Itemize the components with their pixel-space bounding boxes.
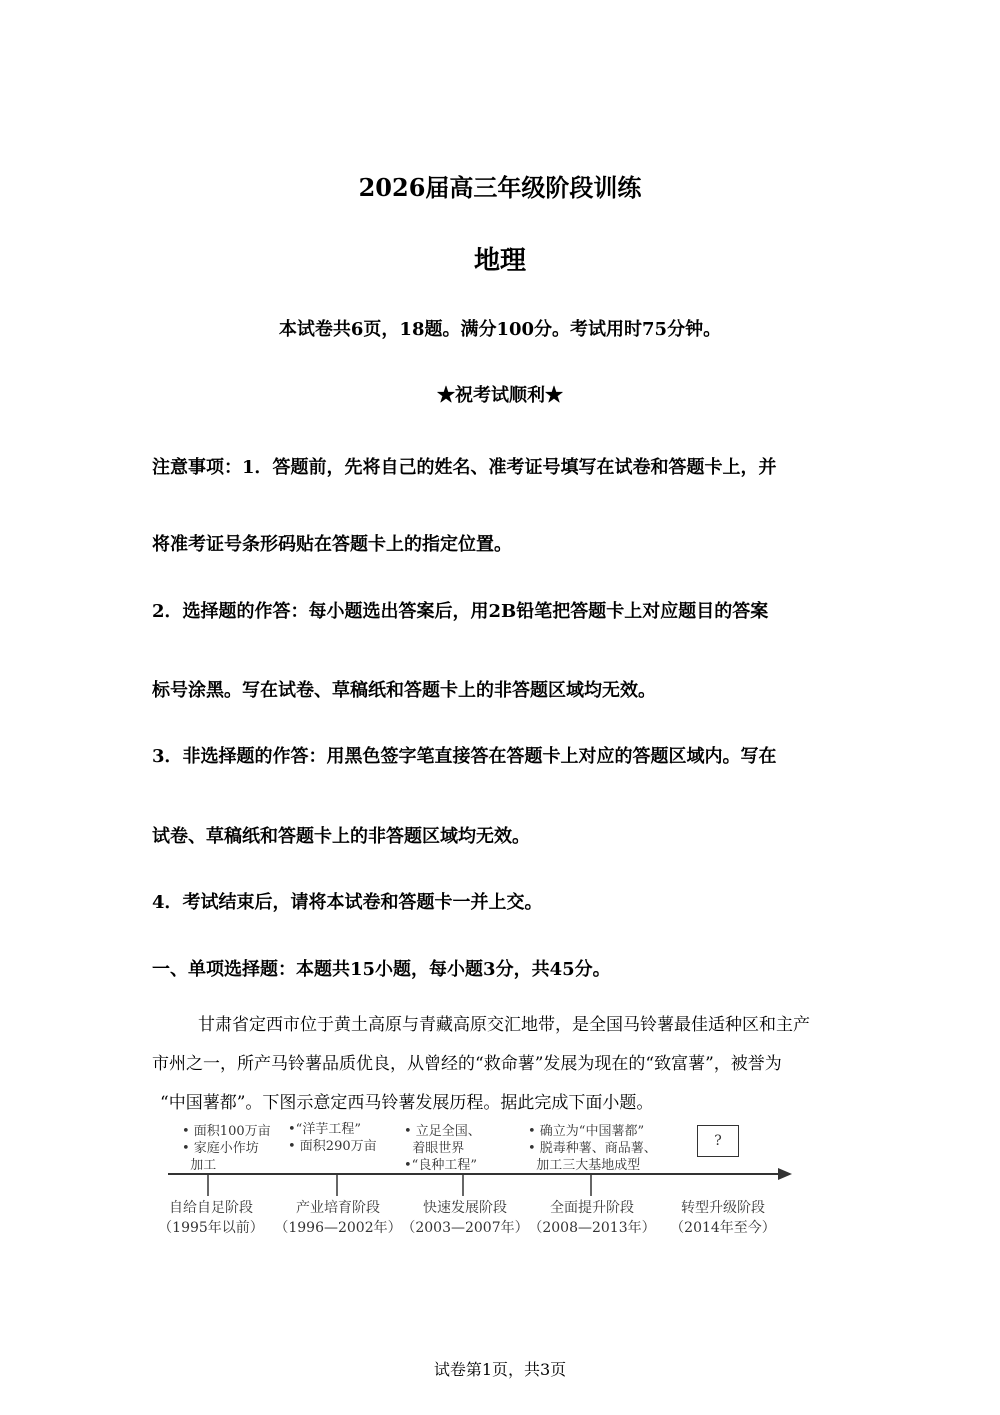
notes-line-6: 试卷、草稿纸和答题卡上的非答题区域均无效。 — [152, 826, 530, 847]
event-3-line-3: •“良种工程” — [404, 1158, 477, 1173]
stage-3-name: 快速发展阶段 — [423, 1200, 507, 1216]
event-2-line-1: •“洋芋工程” — [288, 1122, 361, 1137]
timeline-event-3 — [404, 1123, 481, 1174]
exam-info: 本试卷共6页，18题。满分100分。考试用时75分钟。 — [278, 319, 722, 340]
good-luck-text: ★祝考试顺利★ — [437, 385, 563, 406]
stage-1-name: 自给自足阶段 — [169, 1200, 253, 1216]
stage-4 — [517, 1198, 667, 1238]
event-2-line-2: • 面积290万亩 — [288, 1139, 377, 1154]
unknown-stage-box: ? — [697, 1125, 739, 1157]
section-heading: 一、单项选择题：本题共15小题，每小题3分，共45分。 — [152, 959, 611, 980]
passage-line-1: 甘肃省定西市位于黄土高原与青藏高原交汇地带，是全国马铃薯最佳适种区和主产 — [198, 1015, 810, 1035]
notes-line-4: 标号涂黑。写在试卷、草稿纸和答题卡上的非答题区域均无效。 — [152, 680, 656, 701]
notes-line-1: 注意事项：1．答题前，先将自己的姓名、准考证号填写在试卷和答题卡上，并 — [152, 457, 777, 478]
stage-1-period: （1995年以前） — [158, 1220, 264, 1236]
event-4-line-3: 加工三大基地成型 — [528, 1158, 641, 1173]
event-4-line-2: • 脱毒种薯、商品薯、 — [528, 1141, 657, 1156]
exam-title: 2026届高三年级阶段训练 — [358, 173, 642, 202]
stage-3-period: （2003—2007年） — [401, 1220, 529, 1236]
stage-4-name: 全面提升阶段 — [550, 1200, 634, 1216]
timeline-event-2 — [288, 1121, 377, 1155]
event-4-line-1: • 确立为“中国薯都” — [528, 1124, 645, 1139]
stage-5-period: （2014年至今） — [670, 1220, 776, 1236]
timeline-event-1 — [182, 1123, 271, 1174]
passage-line-3: “中国薯都”。下图示意定西马铃薯发展历程。据此完成下面小题。 — [160, 1093, 654, 1113]
notes-line-3: 2．选择题的作答：每小题选出答案后，用2B铅笔把答题卡上对应题目的答案 — [152, 601, 769, 622]
event-3-line-1: • 立足全国、 — [404, 1124, 481, 1139]
event-1-line-2: • 家庭小作坊 — [182, 1141, 259, 1156]
notes-line-2: 将准考证号条形码贴在答题卡上的指定位置。 — [152, 534, 512, 555]
event-3-line-2: 着眼世界 — [404, 1141, 465, 1156]
timeline-event-4 — [528, 1123, 657, 1174]
notes-line-7: 4．考试结束后，请将本试卷和答题卡一并上交。 — [152, 892, 543, 913]
stage-2-period: （1996—2002年） — [274, 1220, 402, 1236]
stage-4-period: （2008—2013年） — [528, 1220, 656, 1236]
timeline-arrowhead — [778, 1168, 792, 1180]
stage-5 — [648, 1198, 798, 1238]
stage-2-name: 产业培育阶段 — [296, 1200, 380, 1216]
page-footer: 试卷第1页，共3页 — [433, 1360, 567, 1379]
notes-line-5: 3．非选择题的作答：用黑色签字笔直接答在答题卡上对应的答题区域内。写在 — [152, 746, 777, 767]
subject-title: 地理 — [473, 246, 526, 276]
event-1-line-3: 加工 — [182, 1158, 217, 1173]
stage-5-name: 转型升级阶段 — [681, 1200, 765, 1216]
event-1-line-1: • 面积100万亩 — [182, 1124, 271, 1139]
passage-line-2: 市州之一，所产马铃薯品质优良，从曾经的“救命薯”发展为现在的“致富薯”，被誉为 — [152, 1054, 782, 1074]
